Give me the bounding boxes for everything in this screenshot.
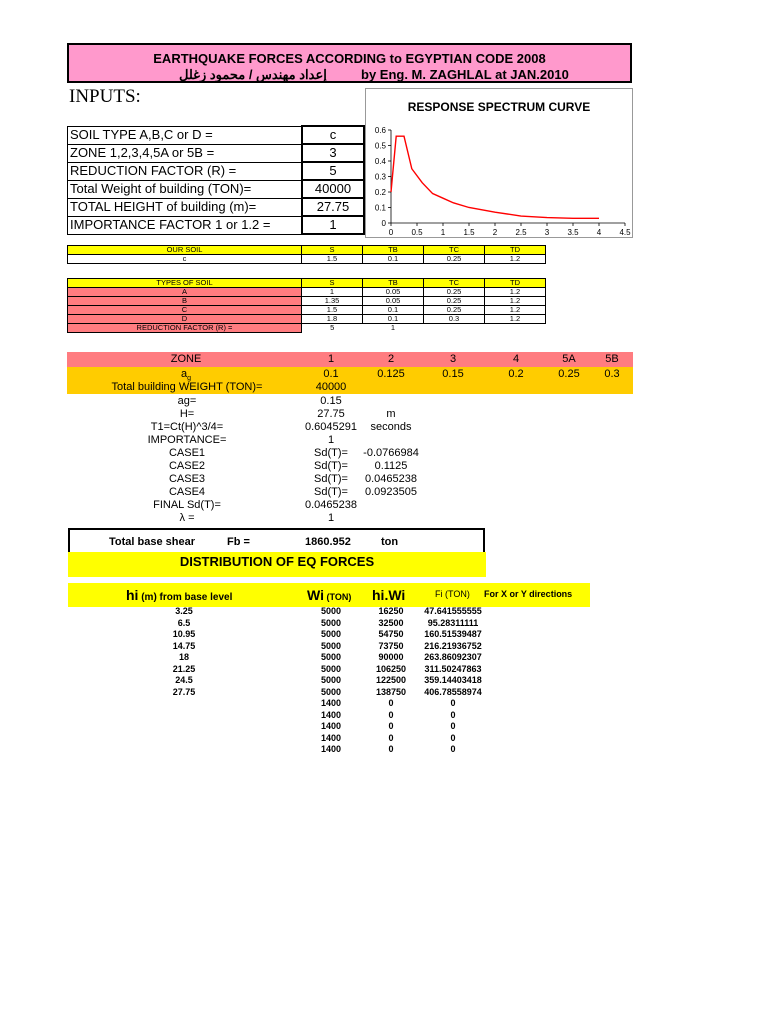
input-row xyxy=(68,126,365,144)
table-row xyxy=(68,306,546,315)
fi-cell: 0 xyxy=(450,744,456,754)
hi-cell: 10.95 xyxy=(172,629,196,639)
fb-label: Fb = xyxy=(227,536,250,548)
calc-value: 1 xyxy=(327,434,335,446)
input-label: Total Weight of building (TON)= xyxy=(68,180,303,198)
weight-label: Total building WEIGHT (TON)= xyxy=(111,381,263,393)
calc-value: 27.75 xyxy=(317,408,345,420)
table-cell: 0.25 xyxy=(424,255,485,264)
header-cell: TB xyxy=(363,279,424,288)
calc-label: T1=Ct(H)^3/4= xyxy=(150,421,224,433)
table-row xyxy=(68,297,546,306)
reduction-factor-input[interactable]: 5 xyxy=(302,162,364,180)
fi-cell: 0 xyxy=(450,721,456,731)
table-cell: 1 xyxy=(390,323,396,333)
x-tick-label: 4.5 xyxy=(619,228,631,237)
calc-label: IMPORTANCE= xyxy=(147,434,227,446)
fi-cell: 0 xyxy=(450,732,456,743)
header-cell: TC xyxy=(424,279,485,288)
header-cell: TB xyxy=(363,246,424,255)
y-tick-label: 0.5 xyxy=(374,141,386,151)
table-cell: B xyxy=(68,297,302,306)
zone-cell: 5A xyxy=(562,353,576,365)
header-cell: TD xyxy=(485,279,546,288)
table-cell: REDUCTION FACTOR (R) = xyxy=(68,324,302,333)
soil-type-input[interactable]: c xyxy=(302,126,364,144)
calc-value: Sd(T)= xyxy=(314,473,348,485)
y-tick-label: 0.3 xyxy=(374,172,386,182)
hiwi-cell: 90000 xyxy=(378,652,404,662)
ag-cell: 0.15 xyxy=(442,368,464,380)
table-cell: 1.5 xyxy=(302,306,363,315)
y-tick-label: 0.2 xyxy=(374,188,386,197)
table-cell: 1.5 xyxy=(302,255,363,264)
table-cell: 1.2 xyxy=(485,297,546,306)
our-soil-table xyxy=(67,245,546,264)
table-cell: 1 xyxy=(302,288,363,297)
table-cell: 1.2 xyxy=(485,315,546,324)
x-tick-label: 0 xyxy=(388,228,394,237)
base-shear-label: Total base shear xyxy=(109,536,195,548)
input-label: ZONE 1,2,3,4,5A or 5B = xyxy=(68,144,303,162)
table-row xyxy=(68,255,546,264)
input-label: IMPORTANCE FACTOR 1 or 1.2 = xyxy=(68,216,303,234)
fi-cell: 160.51539487 xyxy=(424,629,482,639)
input-row xyxy=(68,162,365,180)
zone-cell: 4 xyxy=(512,353,520,365)
zone-cell: 3 xyxy=(449,353,457,365)
ag-label-sub: g xyxy=(187,375,192,383)
total-weight-input[interactable]: 40000 xyxy=(302,180,364,198)
table-cell: 0.25 xyxy=(424,297,485,306)
table-header-row xyxy=(68,279,546,288)
table-cell: A xyxy=(68,288,302,297)
wi-header-rest: (TON) xyxy=(323,592,352,602)
chart-title: RESPONSE SPECTRUM CURVE xyxy=(407,100,591,114)
hi-cell: 21.25 xyxy=(172,663,196,674)
calc-value: 0.15 xyxy=(320,395,342,407)
hiwi-cell: 0 xyxy=(388,732,394,743)
hiwi-cell: 32500 xyxy=(378,617,404,628)
header-cell: S xyxy=(302,279,363,288)
hi-header xyxy=(126,587,232,603)
table-cell: 0.25 xyxy=(424,288,485,297)
wi-cell: 5000 xyxy=(320,686,342,697)
fi-cell: 216.21936752 xyxy=(424,640,482,651)
page-title: EARTHQUAKE FORCES ACCORDING to EGYPTIAN CODE 2008 xyxy=(153,51,546,66)
calc-unit: 0.1125 xyxy=(374,460,408,472)
wi-cell: 1400 xyxy=(320,744,342,754)
fi-cell: 47.641555555 xyxy=(424,606,482,616)
zone-row xyxy=(67,352,633,367)
hi-cell: 27.75 xyxy=(172,686,196,697)
calc-label: ag= xyxy=(177,395,197,407)
x-tick-label: 2 xyxy=(492,228,498,237)
table-cell: 1.8 xyxy=(302,315,363,324)
inputs-heading: INPUTS: xyxy=(69,86,141,107)
table-cell: C xyxy=(68,306,302,315)
calc-unit: 0.0923505 xyxy=(365,486,417,498)
x-tick-label: 1 xyxy=(440,228,446,237)
ag-label-text: a xyxy=(180,368,188,380)
table-cell: 0.1 xyxy=(363,306,424,315)
input-label: REDUCTION FACTOR (R) = xyxy=(68,162,303,180)
y-tick-label: 0.6 xyxy=(374,126,386,135)
input-label: SOIL TYPE A,B,C or D = xyxy=(68,126,303,144)
wi-cell: 1400 xyxy=(320,732,342,743)
soil-types-table xyxy=(67,278,546,333)
table-cell xyxy=(485,324,546,333)
table-cell: 5 xyxy=(330,323,335,333)
y-tick-label: 0 xyxy=(381,219,386,228)
zone-cell: 1 xyxy=(327,353,335,365)
spectrum-line xyxy=(391,136,599,218)
distribution-banner xyxy=(68,552,486,577)
calc-unit: m xyxy=(386,408,396,420)
ag-cell: 0.1 xyxy=(323,368,339,380)
header-cell: TC xyxy=(424,246,485,255)
inputs-table xyxy=(67,125,365,235)
hiwi-cell: 138750 xyxy=(375,686,407,697)
ag-cell: 0.25 xyxy=(558,368,580,380)
base-shear-unit: ton xyxy=(381,536,399,548)
wi-cell: 5000 xyxy=(320,652,342,662)
fi-header: Fi (TON) xyxy=(435,589,470,599)
header-cell: TD xyxy=(485,246,546,255)
hiwi-cell: 73750 xyxy=(378,640,404,651)
calc-unit: 0.0465238 xyxy=(365,473,417,485)
hiwi-cell: 0 xyxy=(388,698,394,708)
table-cell: c xyxy=(68,255,302,264)
fi-cell: 0 xyxy=(450,709,456,720)
table-row xyxy=(68,288,546,297)
title-banner xyxy=(67,43,632,83)
hiwi-cell: 106250 xyxy=(375,663,407,674)
wi-header-main: Wi xyxy=(307,587,324,603)
calc-label: FINAL Sd(T)= xyxy=(153,499,221,511)
calc-value: Sd(T)= xyxy=(314,447,348,459)
fi-cell: 263.86092307 xyxy=(424,652,482,662)
x-tick-label: 3 xyxy=(544,228,550,237)
zone-cell: 5B xyxy=(605,353,619,365)
table-cell: 0.3 xyxy=(424,315,485,324)
table-cell: 1.2 xyxy=(485,255,546,264)
hiwi-cell: 0 xyxy=(388,709,394,720)
table-cell: D xyxy=(68,315,302,324)
table-cell: 0.05 xyxy=(363,297,424,306)
x-tick-label: 0.5 xyxy=(411,228,423,237)
calc-label: CASE3 xyxy=(168,473,206,485)
author-credit: by Eng. M. ZAGHLAL at JAN.2010 xyxy=(361,67,569,82)
hiwi-cell: 0 xyxy=(388,721,394,731)
calc-value: Sd(T)= xyxy=(314,486,348,498)
input-row xyxy=(68,180,365,198)
importance-factor-input[interactable]: 1 xyxy=(302,216,364,234)
input-row xyxy=(68,216,365,234)
ag-cell: 0.125 xyxy=(377,368,405,380)
wi-cell: 5000 xyxy=(320,629,342,639)
hiwi-cell: 54750 xyxy=(378,629,404,639)
wi-cell: 5000 xyxy=(320,606,342,616)
y-tick-label: 0.1 xyxy=(374,203,386,213)
wi-header xyxy=(307,587,351,603)
calc-value: Sd(T)= xyxy=(314,460,348,472)
table-cell: 0.05 xyxy=(363,288,424,297)
x-tick-label: 1.5 xyxy=(463,228,475,237)
base-shear-value: 1860.952 xyxy=(305,536,351,548)
hiwi-cell: 122500 xyxy=(375,675,407,685)
direction-header: For X or Y directions xyxy=(484,589,573,599)
arabic-author: إعداد مهندس / محمود زغلل xyxy=(179,67,327,82)
header-cell: S xyxy=(302,246,363,255)
hi-header-rest: (m) from base level xyxy=(138,592,233,603)
table-cell: 0.25 xyxy=(424,306,485,315)
calc-value: 1 xyxy=(327,512,335,524)
table-cell: 1.2 xyxy=(485,288,546,297)
header-cell: TYPES OF SOIL xyxy=(68,279,302,288)
table-header-row xyxy=(68,246,546,255)
wi-cell: 1400 xyxy=(320,698,342,708)
table-cell xyxy=(424,324,485,333)
hi-cell: 3.25 xyxy=(175,606,193,616)
hiwi-header: hi.Wi xyxy=(372,587,406,603)
input-row xyxy=(68,198,365,216)
hi-cell: 6.5 xyxy=(177,617,191,628)
fi-cell: 359.14403418 xyxy=(424,675,482,685)
hi-cell: 18 xyxy=(178,652,190,662)
x-tick-label: 3.5 xyxy=(567,228,579,237)
weight-value: 40000 xyxy=(315,381,347,393)
zone-input[interactable]: 3 xyxy=(302,144,364,162)
fi-cell: 0 xyxy=(450,698,456,708)
table-cell: 1.35 xyxy=(302,297,363,306)
chart-plot xyxy=(366,89,632,237)
x-tick-label: 2.5 xyxy=(515,228,527,237)
hiwi-cell: 16250 xyxy=(378,606,404,616)
table-row xyxy=(68,324,546,333)
y-tick-label: 0.4 xyxy=(374,157,386,166)
ag-cell: 0.3 xyxy=(604,368,620,380)
table-cell: 0.1 xyxy=(363,255,424,264)
calc-unit: -0.0766984 xyxy=(363,447,419,459)
wi-cell: 5000 xyxy=(320,617,342,628)
table-cell: 1.2 xyxy=(485,306,546,315)
ag-cell: 0.2 xyxy=(508,368,524,380)
fi-cell: 311.50247863 xyxy=(424,663,482,674)
total-height-input[interactable]: 27.75 xyxy=(302,198,364,216)
input-row xyxy=(68,144,365,162)
calc-unit: seconds xyxy=(370,421,412,433)
hiwi-cell: 0 xyxy=(388,744,394,754)
calc-label: λ = xyxy=(179,512,195,524)
response-spectrum-chart xyxy=(365,88,633,238)
calc-label: CASE1 xyxy=(168,447,206,459)
hi-header-main: hi xyxy=(126,587,139,603)
header-cell: OUR SOIL xyxy=(68,246,302,255)
distribution-title: DISTRIBUTION OF EQ FORCES xyxy=(179,554,375,569)
calc-label: CASE2 xyxy=(168,460,206,472)
wi-cell: 1400 xyxy=(320,709,342,720)
calc-value: 0.6045291 xyxy=(305,421,357,433)
wi-cell: 5000 xyxy=(320,663,342,674)
table-cell: 0.1 xyxy=(363,315,424,324)
calc-value: 0.0465238 xyxy=(305,499,357,511)
calc-label: CASE4 xyxy=(168,486,206,498)
wi-cell: 5000 xyxy=(320,640,342,651)
wi-cell: 1400 xyxy=(320,721,342,731)
fi-cell: 95.28311111 xyxy=(427,617,479,628)
x-tick-label: 4 xyxy=(596,228,602,237)
input-label: TOTAL HEIGHT of building (m)= xyxy=(68,198,303,216)
hi-cell: 14.75 xyxy=(172,640,196,651)
hi-cell: 24.5 xyxy=(175,675,193,685)
zone-label: ZONE xyxy=(170,353,202,365)
wi-cell: 5000 xyxy=(320,675,342,685)
calc-label: H= xyxy=(179,408,195,420)
zone-cell: 2 xyxy=(387,353,395,365)
fi-cell: 406.78558974 xyxy=(424,686,482,697)
